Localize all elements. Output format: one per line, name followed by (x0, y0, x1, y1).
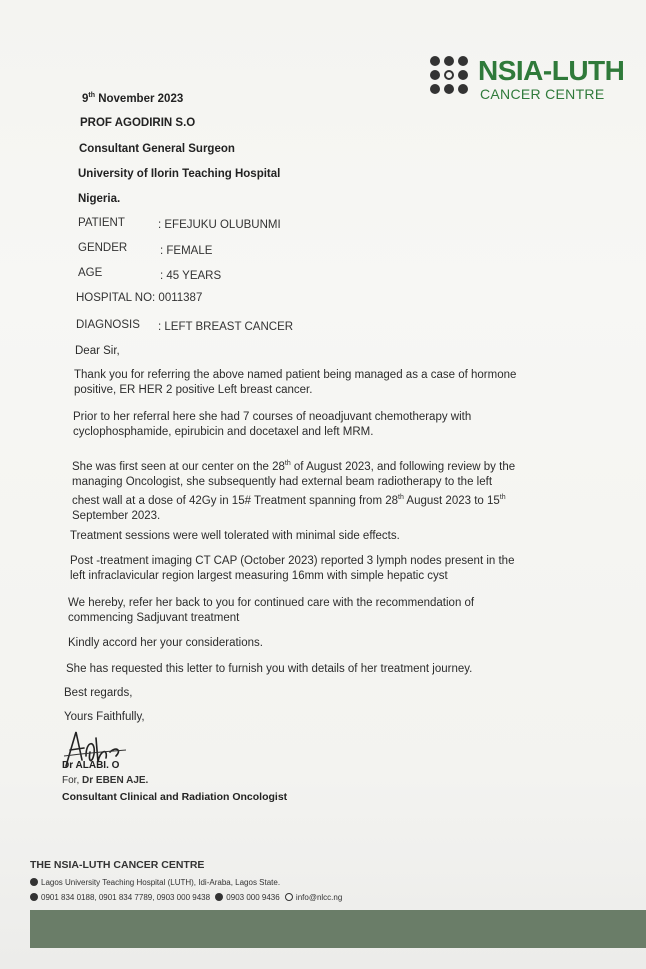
gender-value: : FEMALE (160, 245, 213, 257)
footer-title: THE NSIA-LUTH CANCER CENTRE (30, 859, 205, 871)
paragraph-tolerance: Treatment sessions were well tolerated with minimal side effects. (70, 530, 400, 542)
logo-subtitle: CANCER CENTRE (480, 86, 605, 102)
hospital-number: HOSPITAL NO: 0011387 (76, 292, 203, 304)
paragraph-radiotherapy: She was first seen at our center on the 28th of August 2023, and following review by the managing Oncologist, she subsequently had external beam radiotherapy to the left chest wall at a dose of 42Gy in 15# Treatment spanning from 28th August 2023 to 15th September 2023. (72, 460, 516, 522)
gender-label: GENDER (78, 242, 128, 254)
patient-value: : EFEJUKU OLUBUNMI (158, 219, 281, 231)
paragraph-request: She has requested this letter to furnish you with details of her treatment journey. (66, 663, 473, 675)
diagnosis-label: DIAGNOSIS (76, 319, 140, 331)
paragraph-prior-treatment: Prior to her referral here she had 7 courses of neoadjuvant chemotherapy with cyclophosphamide, epirubicin and docetaxel and left MRM. (73, 411, 472, 438)
patient-label: PATIENT (78, 217, 125, 229)
letter-date: 9th November 2023 (82, 92, 184, 105)
phone-icon (30, 893, 38, 901)
age-label: AGE (78, 267, 103, 279)
age-value: : 45 YEARS (160, 270, 222, 282)
closing-regards: Best regards, (64, 687, 133, 699)
closing-faithfully: Yours Faithfully, (64, 711, 145, 723)
recipient-institution: University of Ilorin Teaching Hospital (78, 168, 281, 180)
footer-bar (30, 910, 646, 948)
location-icon (30, 878, 38, 886)
recipient-name: PROF AGODIRIN S.O (80, 117, 196, 129)
recipient-country: Nigeria. (78, 193, 121, 205)
phone-icon-2 (215, 893, 223, 901)
email-icon (285, 893, 293, 901)
diagnosis-value: : LEFT BREAST CANCER (158, 321, 294, 333)
paragraph-imaging: Post -treatment imaging CT CAP (October 2023) reported 3 lymph nodes present in the left infraclavicular region largest measuring 16mm with simple hepatic cyst (70, 555, 515, 582)
paragraph-referral: Thank you for referring the above named patient being managed as a case of hormone positive, ER HER 2 positive Left breast cancer. (74, 369, 517, 396)
signer-title: Consultant Clinical and Radiation Oncologist (62, 791, 288, 803)
recipient-title: Consultant General Surgeon (79, 143, 235, 155)
salutation: Dear Sir, (75, 345, 120, 357)
paragraph-referral-back: We hereby, refer her back to you for continued care with the recommendation of commencing Sadjuvant treatment (68, 597, 475, 624)
signer-name: Dr ALABI. O (62, 760, 120, 771)
paragraph-considerations: Kindly accord her your considerations. (68, 637, 263, 649)
logo-title: NSIA-LUTH (478, 55, 625, 86)
footer-contacts: 0901 834 0188, 0901 834 7789, 0903 000 9438 0903 000 9436 info@nlcc.ng (30, 893, 342, 902)
logo-mark-icon (430, 56, 472, 98)
for-line: For, Dr EBEN AJE. (62, 775, 149, 786)
footer-address: Lagos University Teaching Hospital (LUTH), Idi-Araba, Lagos State. (30, 878, 280, 887)
